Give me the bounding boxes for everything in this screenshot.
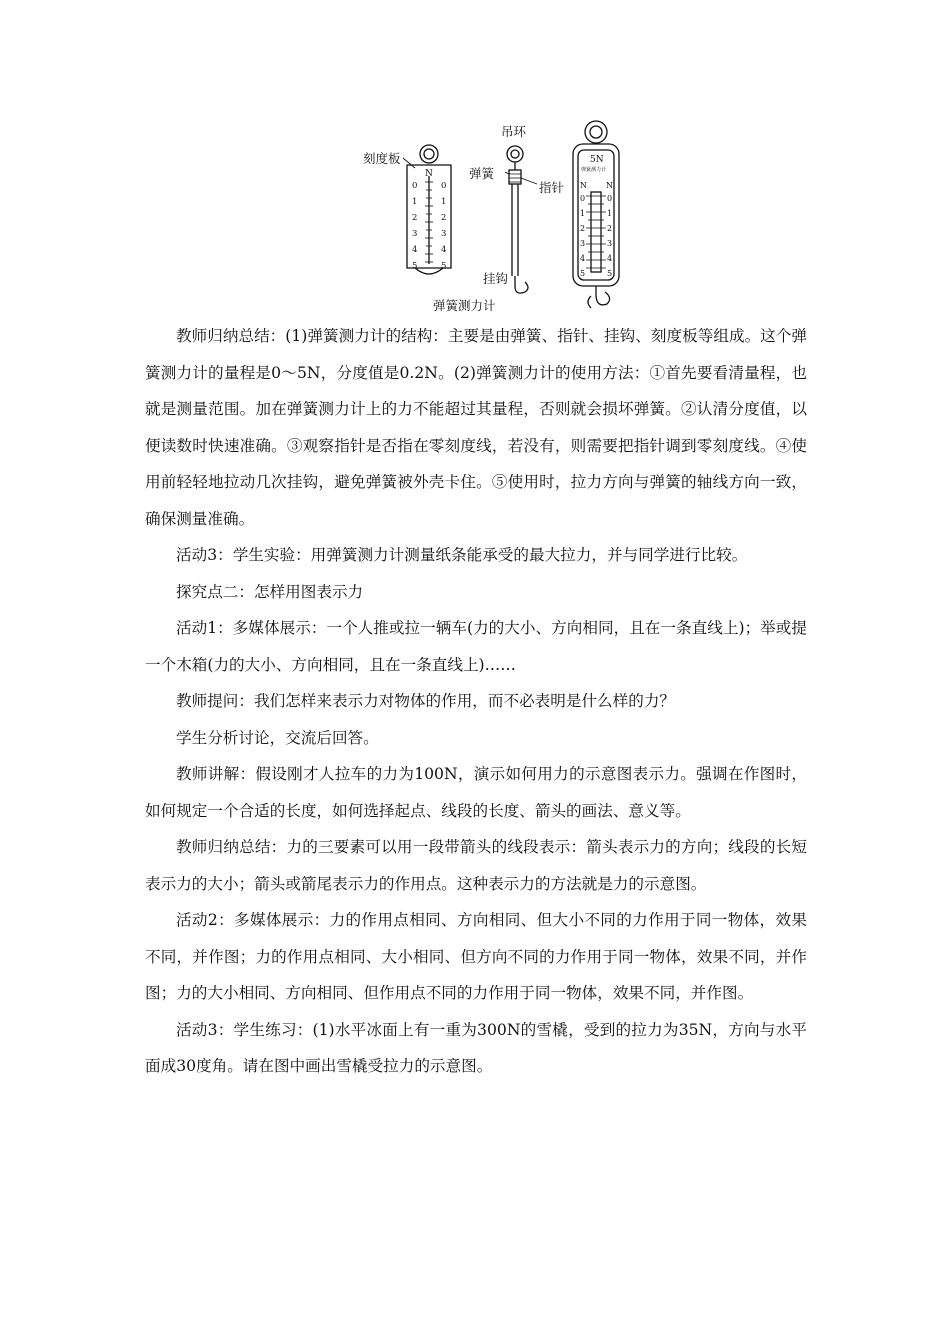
casing-unit-left: N bbox=[580, 181, 587, 190]
figure-caption: 弹簧测力计 bbox=[433, 298, 496, 313]
label-spring: 弹簧 bbox=[469, 166, 495, 181]
casing-unit-right: N bbox=[606, 181, 613, 190]
top-ring-inner bbox=[590, 126, 602, 138]
paragraph-summary-structure: 教师归纳总结：(1)弹簧测力计的结构：主要是由弹簧、指针、挂钩、刻度板等组成。这个弹簧测力计的量程是0～5N，分度值是0.2N。(2)弹簧测力计的使用方法：①首先要看清量程，也就是测量范围。加在弹簧测力计上的力不能超过其量程，否则就会损坏弹簧。②认清分度值，以便读数时快速准确。③观察指针是否指在零刻度线，若没有，则需要把指针调到零刻度线。④使用前轻轻地拉动几次挂钩，避免弹簧被外壳卡住。⑤使用时，拉力方向与弹簧的轴线方向一致，确保测量准确。 bbox=[145, 327, 807, 528]
paragraph-activity1-media: 活动1：多媒体展示：一个人推或拉一辆车(力的大小、方向相同，且在一条直线上)；举或提一个木箱(力的大小、方向相同，且在一条直线上)…… bbox=[145, 619, 807, 674]
paragraph-teacher-explain: 教师讲解：假设刚才人拉车的力为100N，演示如何用力的示意图表示力。强调在作图时，如何规定一个合适的长度，如何选择起点、线段的长度、箭头的画法、意义等。 bbox=[145, 765, 807, 820]
bottom-hook-tail bbox=[588, 296, 591, 308]
paragraph-activity2-media: 活动2：多媒体展示：力的作用点相同、方向相同、但大小不同的力作用于同一物体，效果不同，并作图；力的作用点相同、大小相同、但方向不同的力作用于同一物体，效果不同，并作图；力的大小相同、方向相同、但作用点不同的力作用于同一物体，效果不同，并作图。 bbox=[145, 911, 807, 1002]
label-hook: 挂钩 bbox=[483, 271, 509, 286]
casing-ticks bbox=[586, 196, 606, 268]
casing-small-label: 弹簧测力计 bbox=[581, 167, 607, 173]
board-scale-right: 0 1 2 3 4 5 bbox=[441, 181, 447, 271]
ring-inner bbox=[511, 150, 519, 158]
casing-scale-right: 0 1 2 3 4 5 bbox=[607, 194, 613, 278]
board-scale-left: 0 1 2 3 4 5 bbox=[412, 181, 418, 271]
board-bottom-tab bbox=[415, 268, 443, 274]
label-scale-board: 刻度板 bbox=[363, 151, 401, 166]
casing-scale-left: 0 1 2 3 4 5 bbox=[580, 194, 586, 278]
ring bbox=[507, 146, 523, 162]
spring-scale-figure bbox=[355, 118, 635, 323]
body-text bbox=[145, 318, 807, 1085]
pointer-leader bbox=[521, 178, 537, 184]
casing-range-label: 5N bbox=[590, 155, 604, 165]
paragraph-activity3-practice: 活动3：学生练习：(1)水平冰面上有一重为300N的雪橇，受到的拉力为35N，方向与水平面成30度角。请在图中画出雪橇受拉力的示意图。 bbox=[145, 1020, 807, 1075]
bottom-hook bbox=[596, 286, 610, 305]
top-ring-outer bbox=[585, 121, 607, 143]
spring-scale-drawing bbox=[355, 118, 635, 323]
paragraph-summary-diagram: 教师归纳总结：力的三要素可以用一段带箭头的线段表示：箭头表示力的方向；线段的长短表示力的大小；箭头或箭尾表示力的作用点。这种表示力的方法就是力的示意图。 bbox=[145, 838, 807, 893]
paragraph-activity3-experiment: 活动3：学生实验：用弹簧测力计测量纸条能承受的最大拉力，并与同学进行比较。 bbox=[176, 546, 748, 564]
board-ring-inner bbox=[424, 149, 434, 159]
label-pointer: 指针 bbox=[539, 180, 565, 195]
paragraph-student-discussion: 学生分析讨论，交流后回答。 bbox=[176, 728, 379, 747]
board-ring-outer bbox=[420, 145, 438, 163]
board-unit-label: N bbox=[425, 169, 433, 179]
paragraph-section-heading: 探究点二：怎样用图表示力 bbox=[176, 582, 364, 601]
label-ring: 吊环 bbox=[501, 124, 527, 139]
paragraph-teacher-question: 教师提问：我们怎样来表示力对物体的作用，而不必表明是什么样的力？ bbox=[176, 692, 676, 710]
board-leader bbox=[403, 158, 415, 168]
hook bbox=[515, 276, 528, 293]
